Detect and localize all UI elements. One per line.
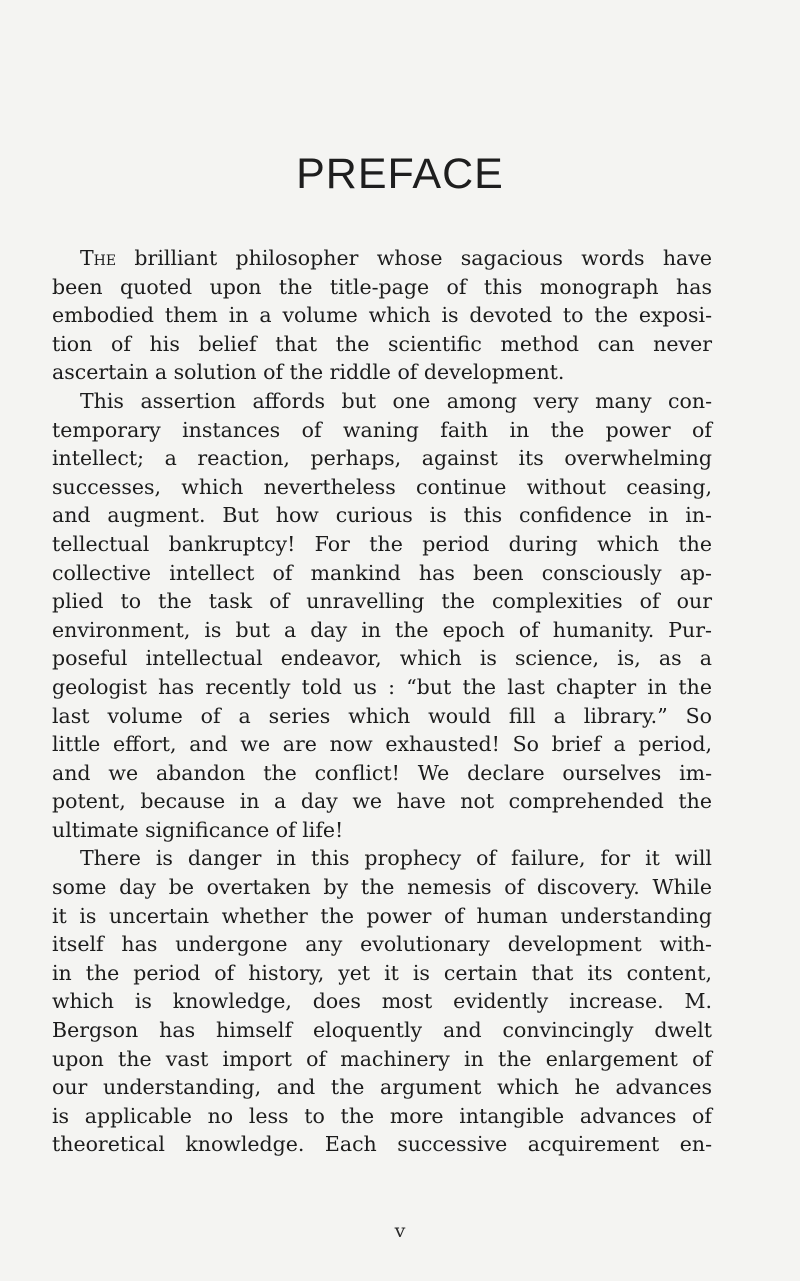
text-line: Bergson has himself eloquently and convincingly dwelt — [52, 1018, 712, 1043]
text-line: successes, which nevertheless continue without ceasing, — [52, 474, 712, 499]
text-line: been quoted upon the title-page of this monograph has — [52, 274, 712, 299]
text-line: environment, is but a day in the epoch of humanity. Pur- — [52, 617, 712, 642]
paragraph-1 — [52, 244, 712, 387]
text-line: it is uncertain whether the power of human understanding — [52, 903, 712, 928]
text-line: last volume of a series which would fill a library.” So — [52, 703, 712, 728]
text-line — [52, 244, 712, 273]
text-line: which is knowledge, does most evidently increase. M. — [52, 989, 712, 1014]
text-line: tion of his belief that the scientific method can never — [52, 331, 712, 356]
text-line: some day be overtaken by the nemesis of discovery. While — [52, 875, 712, 900]
preface-text — [52, 244, 712, 1159]
text-line: collective intellect of mankind has been consciously ap- — [52, 560, 712, 585]
text-line: temporary instances of waning faith in the power of — [52, 417, 712, 442]
text-line: little effort, and we are now exhausted! So brief a period, — [52, 732, 712, 757]
text-line: potent, because in a day we have not comprehended the — [52, 789, 712, 814]
page-number: v — [394, 1220, 406, 1242]
text-line: is applicable no less to the more intangible advances of — [52, 1103, 712, 1128]
text-line: in the period of history, yet it is certain that its content, — [52, 960, 712, 985]
text-line: upon the vast import of machinery in the enlargement of — [52, 1046, 712, 1071]
text-line: There is danger in this prophecy of failure, for it will — [80, 846, 712, 871]
text-line: theoretical knowledge. Each successive acquirement en- — [52, 1132, 712, 1157]
text-line: This assertion affords but one among very many con- — [80, 388, 712, 413]
text-line: itself has undergone any evolutionary development with- — [52, 932, 712, 957]
text-line: poseful intellectual endeavor, which is science, is, as a — [52, 646, 712, 671]
text-line: and augment. But how curious is this confidence in in- — [52, 503, 712, 528]
text-line: and we abandon the conflict! We declare ourselves im- — [52, 760, 712, 785]
text-line: tellectual bankruptcy! For the period during which the — [52, 531, 712, 556]
text-line-rest: brilliant philosopher whose sagacious words have — [116, 246, 712, 270]
text-line: plied to the task of unravelling the complexities of our — [52, 589, 712, 614]
page-title: PREFACE — [296, 150, 504, 198]
paragraph-2 — [52, 387, 712, 845]
text-line: ascertain a solution of the riddle of development. — [52, 360, 565, 385]
paragraph-3 — [52, 844, 712, 1159]
text-line: ultimate significance of life! — [52, 817, 344, 842]
text-line: geologist has recently told us : “but the last chapter in the — [52, 674, 712, 699]
drop-word: The — [80, 246, 117, 270]
text-line: embodied them in a volume which is devoted to the exposi- — [52, 303, 712, 328]
text-line: intellect; a reaction, perhaps, against its overwhelming — [52, 446, 712, 471]
text-line: our understanding, and the argument which he advances — [52, 1075, 712, 1100]
